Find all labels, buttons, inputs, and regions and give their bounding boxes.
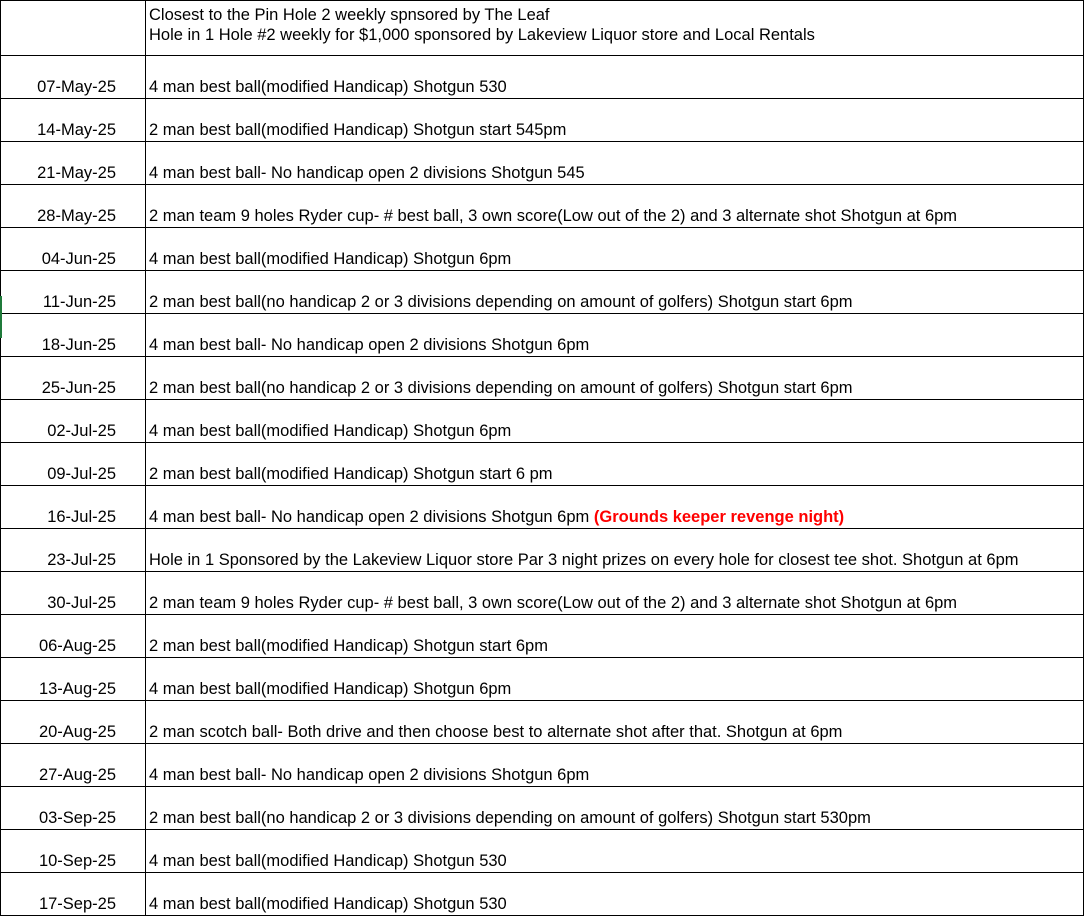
schedule-row [1,744,1084,787]
event-description-text: 4 man best ball- No handicap open 2 divisions Shotgun 545 [149,164,585,182]
event-description-cell[interactable] [146,615,1084,658]
event-highlight-note: (Grounds keeper revenge night) [593,508,845,526]
schedule-row [1,443,1084,486]
schedule-row [1,615,1084,658]
event-description-text: 2 man scotch ball- Both drive and then choose best to alternate shot after that. Shotgun at 6pm [149,723,843,741]
date-cell[interactable]: 30-Jul-25 [1,572,146,615]
schedule-row [1,228,1084,271]
date-cell[interactable]: 18-Jun-25 [1,314,146,357]
cell-selection-marker [0,296,2,338]
event-description-cell[interactable] [146,873,1084,916]
header-desc-cell[interactable] [146,1,1084,56]
sheet-body [1,1,1084,916]
date-cell[interactable]: 04-Jun-25 [1,228,146,271]
event-description-cell[interactable] [146,56,1084,99]
schedule-row [1,873,1084,916]
schedule-row [1,142,1084,185]
header-row [1,1,1084,56]
event-description-cell[interactable] [146,228,1084,271]
event-description-cell[interactable] [146,658,1084,701]
date-cell[interactable]: 10-Sep-25 [1,830,146,873]
schedule-row [1,529,1084,572]
date-cell[interactable]: 13-Aug-25 [1,658,146,701]
event-description-text: 4 man best ball(modified Handicap) Shotgun 530 [149,78,507,96]
schedule-row [1,271,1084,314]
date-cell[interactable]: 17-Sep-25 [1,873,146,916]
event-description-cell[interactable] [146,400,1084,443]
event-description-cell[interactable] [146,830,1084,873]
event-description-text: 4 man best ball- No handicap open 2 divisions Shotgun 6pm [149,336,590,354]
event-description-text: 4 man best ball(modified Handicap) Shotgun 530 [149,895,507,913]
date-cell[interactable]: 27-Aug-25 [1,744,146,787]
schedule-row [1,357,1084,400]
date-cell[interactable]: 16-Jul-25 [1,486,146,529]
event-description-text: 4 man best ball(modified Handicap) Shotgun 6pm [149,680,512,698]
date-cell[interactable]: 02-Jul-25 [1,400,146,443]
event-description-text: 4 man best ball- No handicap open 2 divisions Shotgun 6pm [149,508,594,526]
event-description-text: 2 man best ball(modified Handicap) Shotgun start 6 pm [149,465,553,483]
date-cell[interactable]: 07-May-25 [1,56,146,99]
header-line-1: Closest to the Pin Hole 2 weekly spnsored by The Leaf [149,6,550,24]
event-description-text: 2 man best ball(no handicap 2 or 3 divisions depending on amount of golfers) Shotgun start 6pm [149,293,853,311]
event-description-text: 4 man best ball(modified Handicap) Shotgun 6pm [149,250,512,268]
event-description-text: 4 man best ball(modified Handicap) Shotgun 530 [149,852,507,870]
schedule-row [1,658,1084,701]
event-description-text: 2 man best ball(no handicap 2 or 3 divisions depending on amount of golfers) Shotgun start 6pm [149,379,853,397]
date-cell[interactable]: 23-Jul-25 [1,529,146,572]
schedule-row [1,572,1084,615]
event-description-text: 4 man best ball- No handicap open 2 divisions Shotgun 6pm [149,766,590,784]
event-description-cell[interactable] [146,701,1084,744]
date-cell[interactable]: 14-May-25 [1,99,146,142]
event-description-cell[interactable] [146,357,1084,400]
date-cell[interactable]: 25-Jun-25 [1,357,146,400]
event-description-cell[interactable] [146,744,1084,787]
date-cell[interactable]: 28-May-25 [1,185,146,228]
event-description-text: 2 man best ball(no handicap 2 or 3 divisions depending on amount of golfers) Shotgun start 530pm [149,809,871,827]
schedule-row [1,787,1084,830]
event-description-cell[interactable] [146,271,1084,314]
event-description-cell[interactable] [146,572,1084,615]
date-cell[interactable]: 21-May-25 [1,142,146,185]
event-description-cell[interactable] [146,787,1084,830]
event-description-text: Hole in 1 Sponsored by the Lakeview Liquor store Par 3 night prizes on every hole for closest tee shot. Shotgun at 6pm [149,551,1019,569]
event-description-text: 2 man team 9 holes Ryder cup- # best ball, 3 own score(Low out of the 2) and 3 alternate shot Shotgun at 6pm [149,594,958,612]
header-date-cell[interactable] [1,1,146,56]
event-description-cell[interactable] [146,314,1084,357]
event-description-cell[interactable] [146,185,1084,228]
schedule-row [1,99,1084,142]
date-cell[interactable]: 03-Sep-25 [1,787,146,830]
event-description-cell[interactable] [146,443,1084,486]
header-line-2: Hole in 1 Hole #2 weekly for $1,000 sponsored by Lakeview Liquor store and Local Rentals [149,26,815,44]
date-cell[interactable]: 11-Jun-25 [1,271,146,314]
date-cell[interactable]: 09-Jul-25 [1,443,146,486]
schedule-row [1,830,1084,873]
date-cell[interactable]: 20-Aug-25 [1,701,146,744]
event-description-cell[interactable] [146,486,1084,529]
event-description-text: 2 man best ball(modified Handicap) Shotgun start 545pm [149,121,567,139]
date-cell[interactable]: 06-Aug-25 [1,615,146,658]
event-description-text: 2 man best ball(modified Handicap) Shotgun start 6pm [149,637,548,655]
event-description-cell[interactable] [146,99,1084,142]
schedule-row [1,185,1084,228]
schedule-row [1,314,1084,357]
event-description-text: 4 man best ball(modified Handicap) Shotgun 6pm [149,422,512,440]
schedule-row [1,56,1084,99]
schedule-row [1,701,1084,744]
event-description-cell[interactable] [146,529,1084,572]
schedule-row [1,400,1084,443]
schedule-row [1,486,1084,529]
event-description-text: 2 man team 9 holes Ryder cup- # best ball, 3 own score(Low out of the 2) and 3 alternate shot Shotgun at 6pm [149,207,958,225]
event-description-cell[interactable] [146,142,1084,185]
